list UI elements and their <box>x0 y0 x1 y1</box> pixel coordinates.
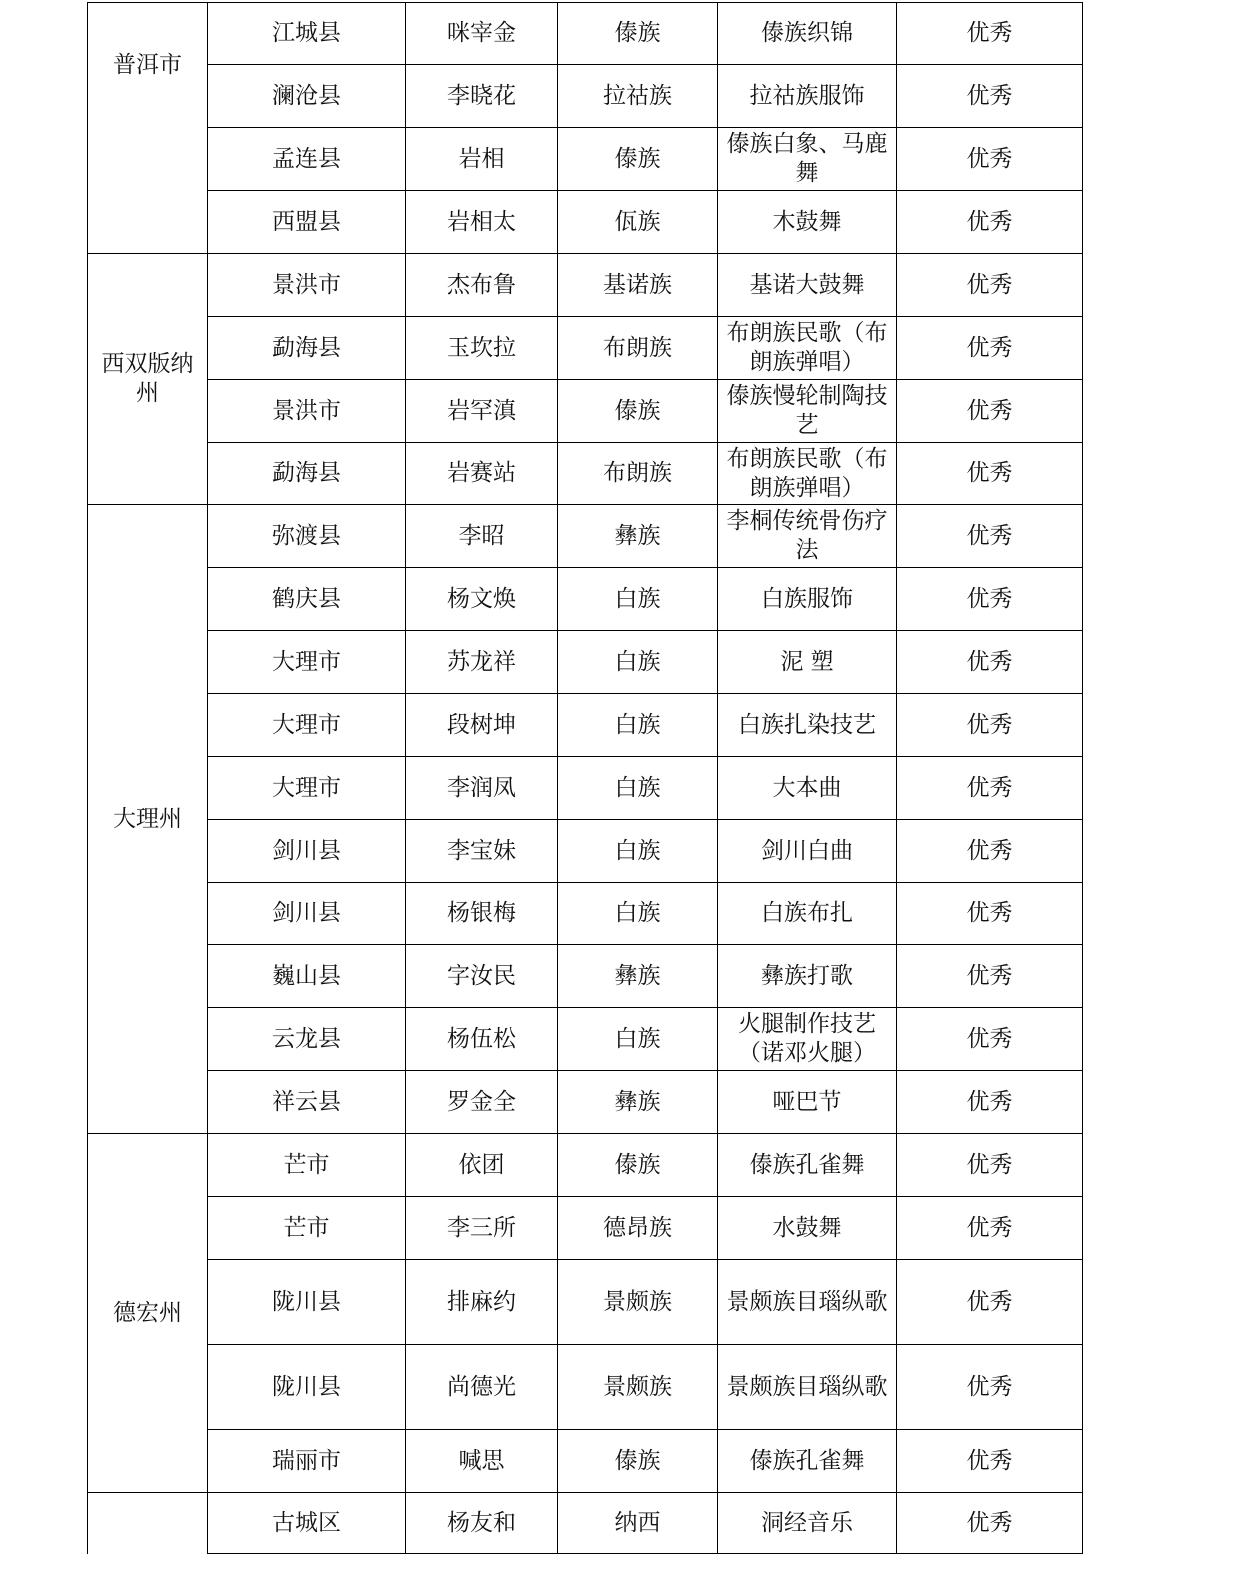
table-row <box>88 1260 1083 1345</box>
table-row <box>88 694 1083 757</box>
table-row <box>88 631 1083 694</box>
project-cell: 彝族打歌 <box>718 945 897 1008</box>
county-cell: 景洪市 <box>208 380 406 443</box>
rating-cell: 优秀 <box>897 3 1083 65</box>
name-cell: 李润凤 <box>406 757 558 820</box>
name-cell: 字汝民 <box>406 945 558 1008</box>
rating-cell: 优秀 <box>897 505 1083 568</box>
rating-cell: 优秀 <box>897 568 1083 631</box>
inheritor-table <box>87 2 1083 1554</box>
rating-cell: 优秀 <box>897 1197 1083 1260</box>
ethnicity-cell: 白族 <box>558 820 718 883</box>
table-row <box>88 1197 1083 1260</box>
table-row <box>88 317 1083 380</box>
rating-cell: 优秀 <box>897 883 1083 945</box>
name-cell: 岩罕滇 <box>406 380 558 443</box>
project-cell: 傣族织锦 <box>718 3 897 65</box>
project-cell: 大本曲 <box>718 757 897 820</box>
rating-cell: 优秀 <box>897 1345 1083 1430</box>
name-cell: 杨伍松 <box>406 1008 558 1071</box>
table-row <box>88 820 1083 883</box>
name-cell: 杨银梅 <box>406 883 558 945</box>
project-cell: 景颇族目瑙纵歌 <box>718 1345 897 1430</box>
name-cell: 李三所 <box>406 1197 558 1260</box>
ethnicity-cell: 傣族 <box>558 380 718 443</box>
ethnicity-cell: 拉祜族 <box>558 65 718 128</box>
rating-cell: 优秀 <box>897 694 1083 757</box>
ethnicity-cell: 景颇族 <box>558 1260 718 1345</box>
table-row <box>88 1134 1083 1197</box>
rating-cell: 优秀 <box>897 945 1083 1008</box>
ethnicity-cell: 彝族 <box>558 1071 718 1134</box>
rating-cell: 优秀 <box>897 1134 1083 1197</box>
county-cell: 巍山县 <box>208 945 406 1008</box>
county-cell: 大理市 <box>208 631 406 694</box>
ethnicity-cell: 傣族 <box>558 1430 718 1493</box>
rating-cell: 优秀 <box>897 128 1083 191</box>
ethnicity-cell: 白族 <box>558 694 718 757</box>
name-cell: 苏龙祥 <box>406 631 558 694</box>
project-cell: 泥 塑 <box>718 631 897 694</box>
table-row <box>88 1493 1083 1554</box>
table-row <box>88 443 1083 505</box>
table-row <box>88 1008 1083 1071</box>
name-cell: 尚德光 <box>406 1345 558 1430</box>
ethnicity-cell: 彝族 <box>558 945 718 1008</box>
ethnicity-cell: 纳西 <box>558 1493 718 1554</box>
county-cell: 云龙县 <box>208 1008 406 1071</box>
county-cell: 陇川县 <box>208 1345 406 1430</box>
region-cell: 大理州 <box>88 505 208 1134</box>
ethnicity-cell: 傣族 <box>558 128 718 191</box>
table-row <box>88 128 1083 191</box>
rating-cell: 优秀 <box>897 1493 1083 1554</box>
ethnicity-cell: 傣族 <box>558 1134 718 1197</box>
name-cell: 依团 <box>406 1134 558 1197</box>
project-cell: 哑巴节 <box>718 1071 897 1134</box>
project-cell: 景颇族目瑙纵歌 <box>718 1260 897 1345</box>
county-cell: 孟连县 <box>208 128 406 191</box>
project-cell: 李桐传统骨伤疗法 <box>718 505 897 568</box>
inheritor-table-container <box>87 2 1082 1554</box>
project-cell: 水鼓舞 <box>718 1197 897 1260</box>
rating-cell: 优秀 <box>897 380 1083 443</box>
ethnicity-cell: 白族 <box>558 1008 718 1071</box>
name-cell: 岩赛站 <box>406 443 558 505</box>
county-cell: 景洪市 <box>208 254 406 317</box>
table-row <box>88 568 1083 631</box>
county-cell: 剑川县 <box>208 820 406 883</box>
project-cell: 傣族慢轮制陶技艺 <box>718 380 897 443</box>
name-cell: 咪宰金 <box>406 3 558 65</box>
name-cell: 岩相太 <box>406 191 558 254</box>
rating-cell: 优秀 <box>897 254 1083 317</box>
table-row <box>88 1430 1083 1493</box>
rating-cell: 优秀 <box>897 757 1083 820</box>
ethnicity-cell: 白族 <box>558 757 718 820</box>
name-cell: 杨文焕 <box>406 568 558 631</box>
name-cell: 岩相 <box>406 128 558 191</box>
table-row <box>88 505 1083 568</box>
county-cell: 古城区 <box>208 1493 406 1554</box>
county-cell: 西盟县 <box>208 191 406 254</box>
project-cell: 傣族孔雀舞 <box>718 1430 897 1493</box>
project-cell: 傣族白象、马鹿舞 <box>718 128 897 191</box>
rating-cell: 优秀 <box>897 191 1083 254</box>
project-cell: 白族扎染技艺 <box>718 694 897 757</box>
project-cell: 拉祜族服饰 <box>718 65 897 128</box>
county-cell: 江城县 <box>208 3 406 65</box>
table-row <box>88 1071 1083 1134</box>
name-cell: 罗金全 <box>406 1071 558 1134</box>
table-row <box>88 945 1083 1008</box>
rating-cell: 优秀 <box>897 1008 1083 1071</box>
rating-cell: 优秀 <box>897 1260 1083 1345</box>
county-cell: 鹤庆县 <box>208 568 406 631</box>
table-row <box>88 254 1083 317</box>
project-cell: 木鼓舞 <box>718 191 897 254</box>
county-cell: 大理市 <box>208 757 406 820</box>
county-cell: 弥渡县 <box>208 505 406 568</box>
region-cell <box>88 1493 208 1554</box>
rating-cell: 优秀 <box>897 1430 1083 1493</box>
project-cell: 布朗族民歌（布朗族弹唱） <box>718 443 897 505</box>
rating-cell: 优秀 <box>897 317 1083 380</box>
region-cell: 西双版纳州 <box>88 254 208 505</box>
table-row <box>88 65 1083 128</box>
name-cell: 杨友和 <box>406 1493 558 1554</box>
name-cell: 段树坤 <box>406 694 558 757</box>
project-cell: 洞经音乐 <box>718 1493 897 1554</box>
county-cell: 陇川县 <box>208 1260 406 1345</box>
rating-cell: 优秀 <box>897 820 1083 883</box>
name-cell: 杰布鲁 <box>406 254 558 317</box>
rating-cell: 优秀 <box>897 443 1083 505</box>
name-cell: 玉坎拉 <box>406 317 558 380</box>
ethnicity-cell: 布朗族 <box>558 443 718 505</box>
region-cell: 德宏州 <box>88 1134 208 1493</box>
ethnicity-cell: 傣族 <box>558 3 718 65</box>
county-cell: 勐海县 <box>208 317 406 380</box>
county-cell: 祥云县 <box>208 1071 406 1134</box>
ethnicity-cell: 布朗族 <box>558 317 718 380</box>
rating-cell: 优秀 <box>897 65 1083 128</box>
inheritor-table-body <box>88 3 1083 1554</box>
county-cell: 芒市 <box>208 1134 406 1197</box>
project-cell: 傣族孔雀舞 <box>718 1134 897 1197</box>
county-cell: 勐海县 <box>208 443 406 505</box>
ethnicity-cell: 基诺族 <box>558 254 718 317</box>
name-cell: 排麻约 <box>406 1260 558 1345</box>
project-cell: 剑川白曲 <box>718 820 897 883</box>
county-cell: 澜沧县 <box>208 65 406 128</box>
project-cell: 基诺大鼓舞 <box>718 254 897 317</box>
ethnicity-cell: 彝族 <box>558 505 718 568</box>
project-cell: 白族服饰 <box>718 568 897 631</box>
ethnicity-cell: 白族 <box>558 568 718 631</box>
project-cell: 火腿制作技艺（诺邓火腿） <box>718 1008 897 1071</box>
table-row <box>88 3 1083 65</box>
project-cell: 布朗族民歌（布朗族弹唱） <box>718 317 897 380</box>
region-cell: 普洱市 <box>88 3 208 254</box>
name-cell: 李宝妹 <box>406 820 558 883</box>
ethnicity-cell: 白族 <box>558 631 718 694</box>
name-cell: 李晓花 <box>406 65 558 128</box>
table-row <box>88 883 1083 945</box>
county-cell: 瑞丽市 <box>208 1430 406 1493</box>
rating-cell: 优秀 <box>897 1071 1083 1134</box>
county-cell: 芒市 <box>208 1197 406 1260</box>
table-row <box>88 380 1083 443</box>
table-row <box>88 1345 1083 1430</box>
county-cell: 大理市 <box>208 694 406 757</box>
rating-cell: 优秀 <box>897 631 1083 694</box>
county-cell: 剑川县 <box>208 883 406 945</box>
table-row <box>88 191 1083 254</box>
name-cell: 李昭 <box>406 505 558 568</box>
table-row <box>88 757 1083 820</box>
ethnicity-cell: 德昂族 <box>558 1197 718 1260</box>
name-cell: 喊思 <box>406 1430 558 1493</box>
project-cell: 白族布扎 <box>718 883 897 945</box>
ethnicity-cell: 景颇族 <box>558 1345 718 1430</box>
ethnicity-cell: 白族 <box>558 883 718 945</box>
ethnicity-cell: 佤族 <box>558 191 718 254</box>
